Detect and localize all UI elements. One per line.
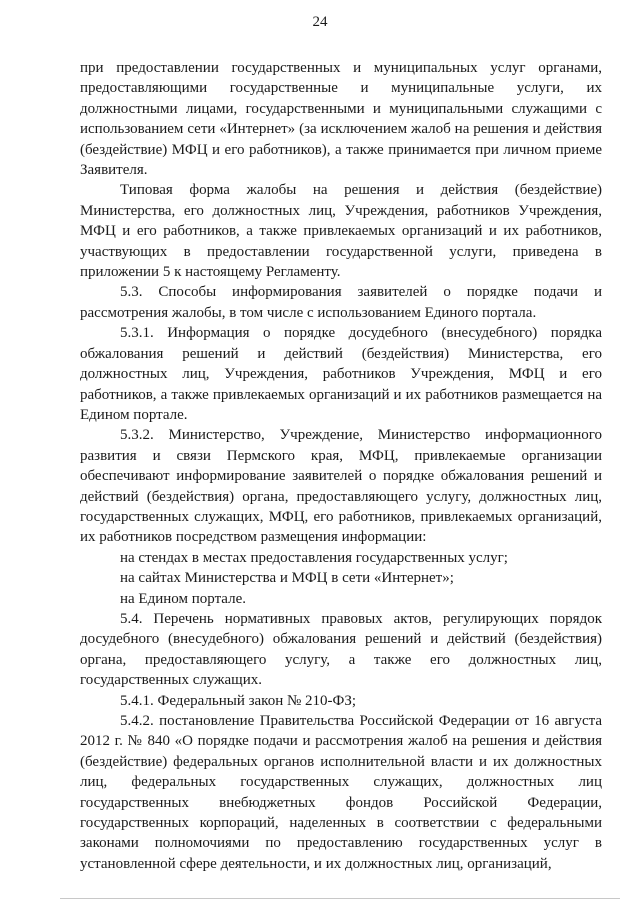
paragraph-5-3: 5.3. Способы информирования заявителей о порядке подачи и рассмотрения жалобы, в том числе с использованием Единого портала. <box>80 284 602 321</box>
page-number: 24 <box>312 14 328 30</box>
paragraph-5-3-1: 5.3.1. Информация о порядке досудебного (внесудебного) порядка обжалования решений и действий (бездействия) Министерства, его должностных лиц, Учреждения, работников Учреждения, МФЦ и его работников, а также привлекаемых организаций и их работников размещается на Едином портале. <box>80 325 602 423</box>
paragraph-standard-form: Типовая форма жалобы на решения и действия (бездействие) Министерства, его должностных лиц, Учреждения, работников Учреждения, МФЦ и его работников, а также привлекаемых организаций и их работников, участвующих в предоставлении государственной услуги, приведена в приложении 5 к настоящему Регламенту. <box>80 182 602 281</box>
paragraph-portal: на Едином портале. <box>120 590 246 607</box>
paragraph-complaint-channels: при предоставлении государственных и муниципальных услуг органами, предоставляющими государственные и муниципальные услуги, их должностными лицами, государственными и муниципальными служащими с использованием сети «Интернет» (за исключением жалоб на решения и действия (бездействие) МФЦ и его работников), а также принимается при личном приеме Заявителя. <box>80 60 602 179</box>
paragraph-websites: на сайтах Министерства и МФЦ в сети «Интернет»; <box>120 570 454 587</box>
paragraph-5-3-2: 5.3.2. Министерство, Учреждение, Министерство информационного развития и связи Пермского края, МФЦ, привлекаемые организации обеспечивают информирование заявителей о порядке обжалования решений и действий (бездействия) органа, предоставляющего услугу, должностных лиц, государственных служащих, МФЦ, его работников, привлекаемых организаций, их работников посредством размещения информации: <box>80 427 602 546</box>
document-body <box>80 58 602 874</box>
paragraph-5-4-1: 5.4.1. Федеральный закон № 210-ФЗ; <box>120 692 357 709</box>
scan-edge-line <box>60 898 620 899</box>
paragraph-5-4: 5.4. Перечень нормативных правовых актов, регулирующих порядок досудебного (внесудебного) обжалования решений и действий (бездействия) органа, предоставляющего услугу, а также его должностных лиц, государственных служащих. <box>80 610 602 689</box>
paragraph-stands: на стендах в местах предоставления государственных услуг; <box>120 549 508 566</box>
paragraph-5-4-2: 5.4.2. постановление Правительства Российской Федерации от 16 августа 2012 г. № 840 «О порядке подачи и рассмотрения жалоб на решения и действия (бездействие) федеральных органов исполнительной власти и их должностных лиц, федеральных государственных служащих, должностных лиц государственных внебюджетных фондов Российской Федерации, государственных корпораций, наделенных в соответствии с федеральными законами полномочиями по предоставлению государственных услуг в установленной сфере деятельности, и их должностных лиц, организаций, <box>80 713 602 872</box>
